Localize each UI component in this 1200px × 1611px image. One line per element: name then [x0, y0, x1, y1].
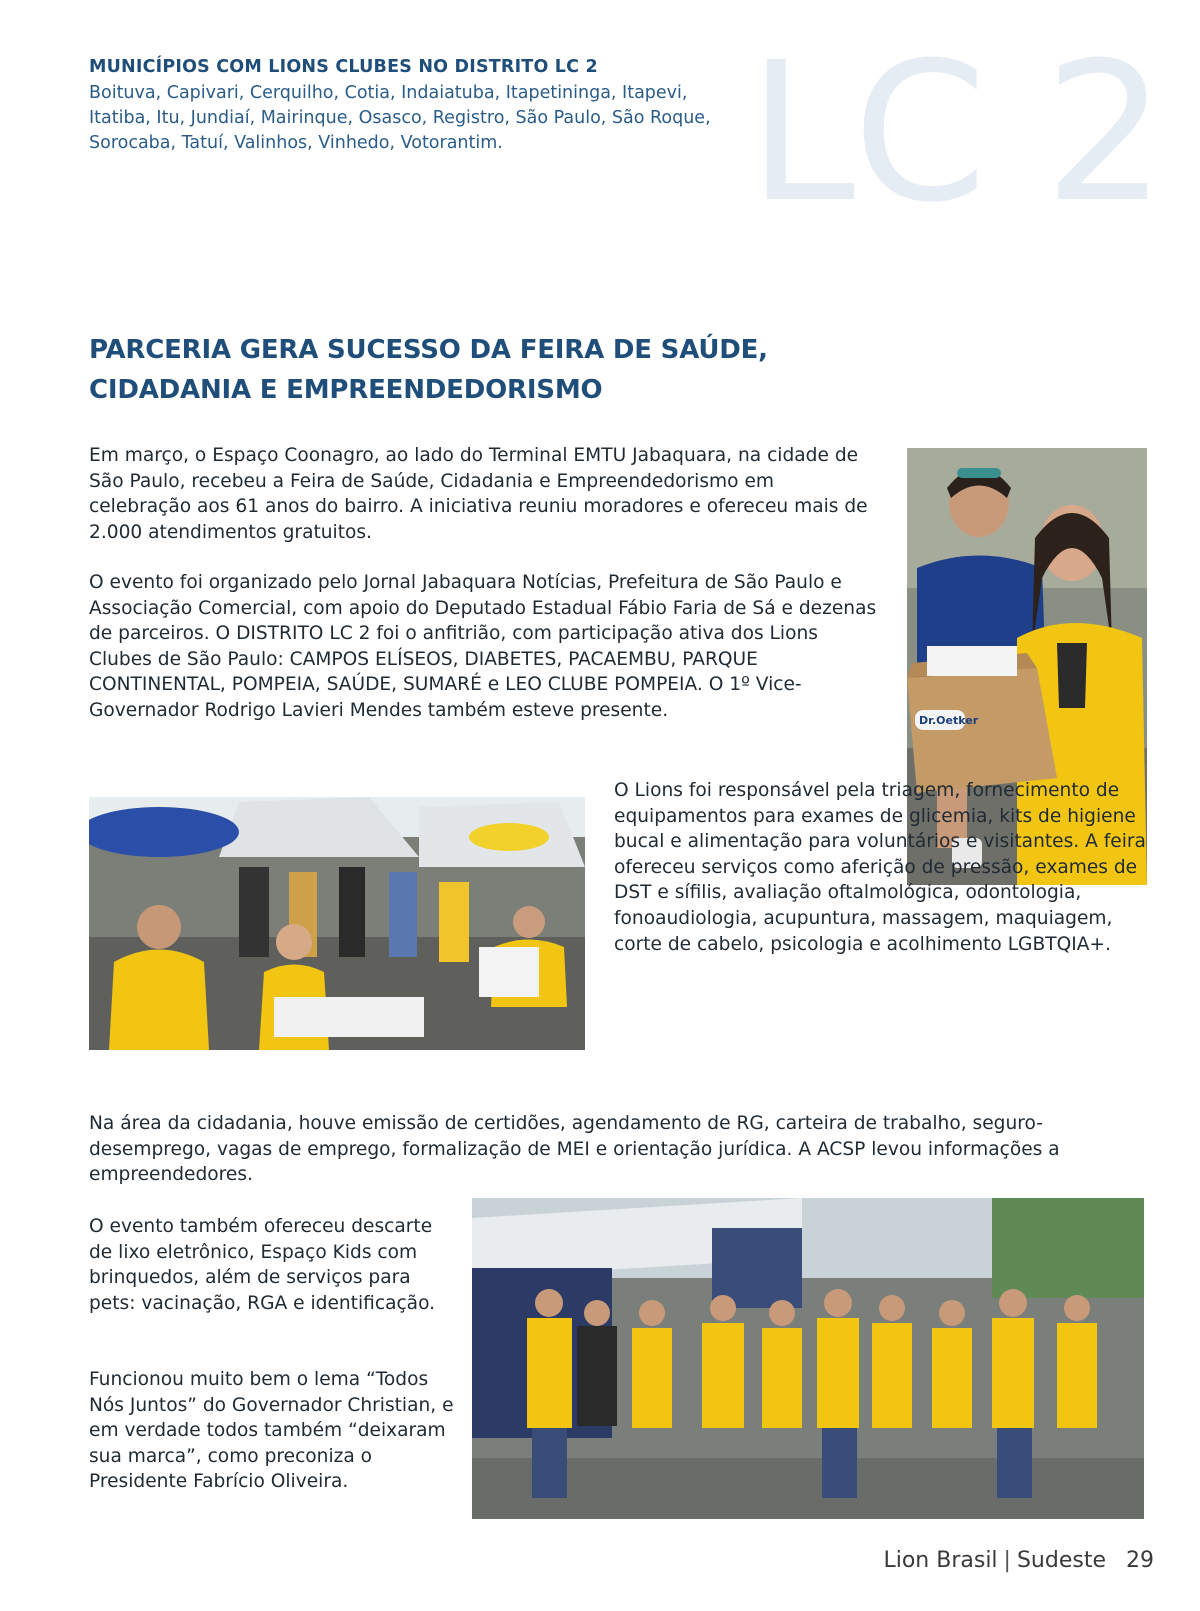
box-brand-label: Dr.Oetker: [919, 714, 979, 727]
paragraph-organizers: O evento foi organizado pelo Jornal Jabaquara Notícias, Prefeitura de São Paulo e Associação Comercial, com apoio do Deputado Estadual Fábio Faria de Sá e dezenas de parceiros. O DISTRITO LC 2 foi o anfitrião, com participação ativa dos Lions Clubes de São Paulo: CAMPOS ELÍSEOS, DIABETES, PACAEMBU, PARQUE CONTINENTAL, POMPEIA, SAÚDE, SUMARÉ e LEO CLUBE POMPEIA. O 1º Vice-Governador Rodrigo Lavieri Mendes também esteve presente.: [89, 572, 877, 721]
page-number: 29: [1126, 1548, 1154, 1573]
municipios-title: MUNICÍPIOS COM LIONS CLUBES NO DISTRITO LC 2: [89, 57, 598, 77]
footer-publication: Lion Brasil: [883, 1548, 998, 1573]
headline-line-2: CIDADANIA E EMPREENDEDORISMO: [89, 375, 603, 405]
article-headline: [89, 330, 809, 410]
photo-health-fair-tent: [89, 797, 585, 1050]
headline-line-1: PARCERIA GERA SUCESSO DA FEIRA DE SAÚDE,: [89, 335, 768, 365]
paragraph-intro: Em março, o Espaço Coonagro, ao lado do Terminal EMTU Jabaquara, na cidade de São Paulo, recebeu a Feira de Saúde, Cidadania e Empreendedorismo em celebração aos 61 anos do bairro. A iniciativa reuniu moradores e ofereceu mais de 2.000 atendimentos gratuitos.: [89, 445, 868, 543]
paragraph-lions-services: O Lions foi responsável pela triagem, fornecimento de equipamentos para exames de glicemia, kits de higiene bucal e alimentação para voluntários e visitantes. A feira ofereceu serviços como aferição de pressão, exames de DST e sífilis, avaliação oftalmológica, odontologia, fonoaudiologia, acupuntura, massagem, maquiagem, corte de cabelo, psicologia e acolhimento LGBTQIA+.: [614, 780, 1146, 955]
footer-section: Sudeste: [1016, 1548, 1106, 1573]
district-watermark: LC 2: [748, 22, 1165, 245]
page-footer: [883, 1548, 1154, 1573]
footer-separator: |: [1003, 1548, 1011, 1573]
paragraph-motto: Funcionou muito bem o lema “Todos Nós Juntos” do Governador Christian, e em verdade todos também “deixaram sua marca”, como preconiza o Presidente Fabrício Oliveira.: [89, 1369, 454, 1493]
photo-lions-group: [472, 1198, 1144, 1519]
paragraph-citizenship: Na área da cidadania, houve emissão de certidões, agendamento de RG, carteira de trabalho, seguro-desemprego, vagas de emprego, formalização de MEI e orientação jurídica. A ACSP levou informações a empreendedores.: [89, 1113, 1060, 1186]
municipios-list: Boituva, Capivari, Cerquilho, Cotia, Indaiatuba, Itapetininga, Itapevi, Itatiba, Itu, Jundiaí, Mairinque, Osasco, Registro, São Paulo, São Roque, Sorocaba, Tatuí, Valinhos, Vinhedo, Votorantim.: [89, 83, 711, 153]
paragraph-extra-services: O evento também ofereceu descarte de lixo eletrônico, Espaço Kids com brinquedos, além de serviços para pets: vacinação, RGA e identificação.: [89, 1216, 436, 1314]
